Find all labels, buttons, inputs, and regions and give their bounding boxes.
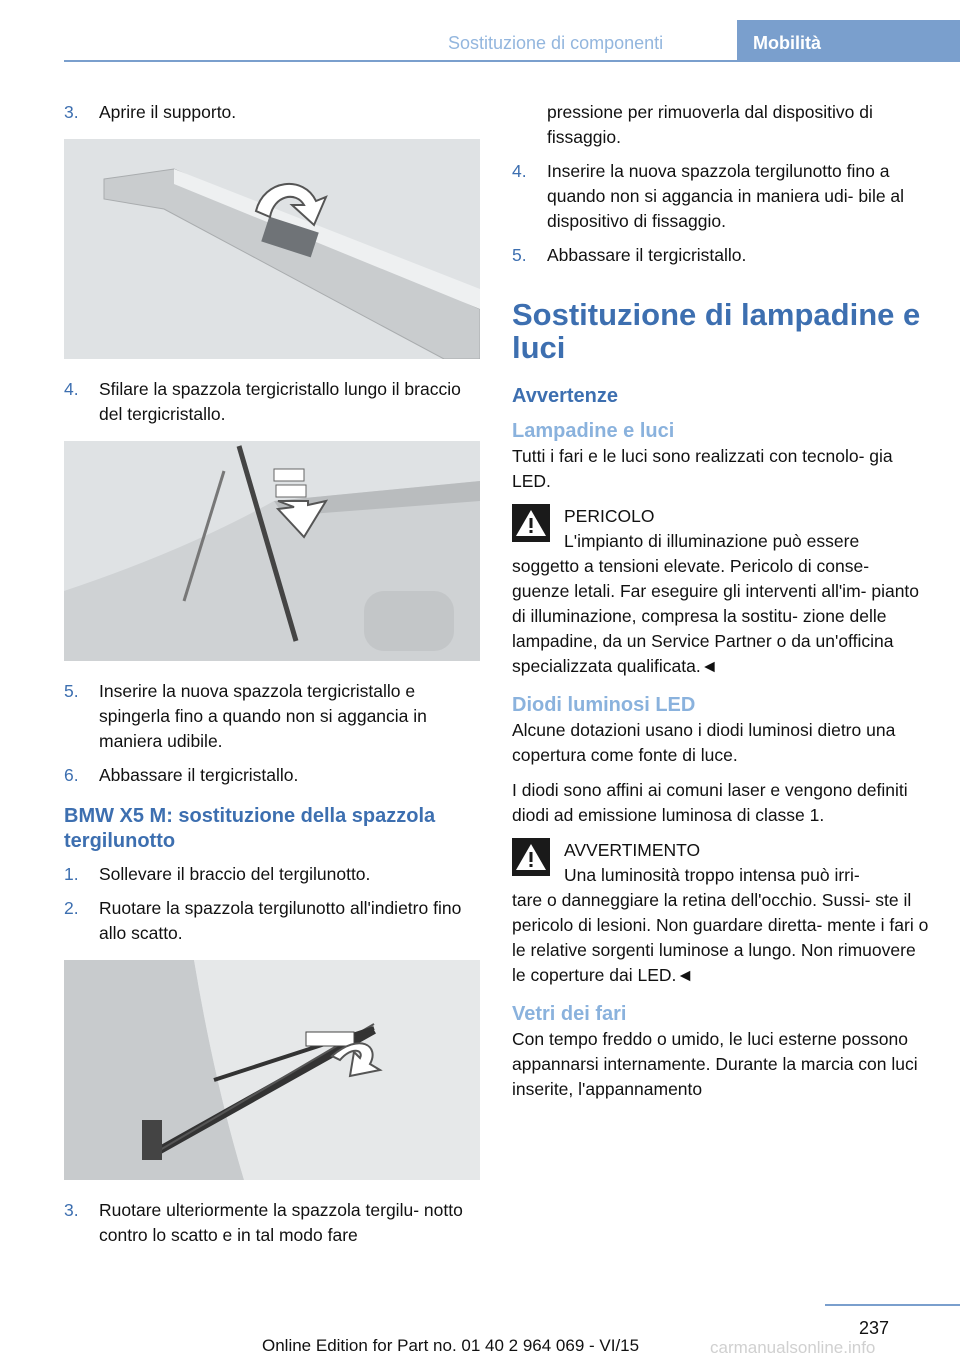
left-column: [64, 100, 482, 1257]
step-text: Inserire la nuova spazzola tergilunotto fino a quando non si aggancia in maniera udi- bile al dispositivo di fissaggio.: [547, 161, 905, 231]
footer-rule: [825, 1304, 960, 1306]
warning-text-first: L'impianto di illuminazione può essere: [564, 531, 860, 551]
warning-text-first: Una luminosità troppo intensa può irri-: [564, 865, 860, 885]
step-text: Sfilare la spazzola tergicristallo lungo il braccio del tergicristallo.: [99, 379, 461, 424]
step-lower-wiper: [64, 763, 482, 788]
step-rotate-further: [64, 1198, 482, 1248]
step-text: Abbassare il tergicristallo.: [99, 765, 299, 785]
step-number: 3.: [64, 102, 79, 122]
figure-rear-wiper: [64, 960, 480, 1180]
paragraph-led: Tutti i fari e le luci sono realizzati con tecnolo- gia LED.: [512, 446, 893, 491]
step-number: 3.: [64, 1200, 79, 1220]
step-text: Inserire la nuova spazzola tergicristallo e spingerla fino a quando non si aggancia in maniera udibile.: [99, 681, 427, 751]
header-section-title: Sostituzione di componenti: [448, 33, 664, 53]
header-rule: [64, 60, 737, 62]
page-number: 237: [859, 1318, 890, 1338]
step-number: 1.: [64, 864, 79, 884]
step-number: 5.: [512, 245, 527, 265]
warning-text-rest: tare o danneggiare la retina dell'occhio. Sussi- ste il pericolo di lesioni. Non guardare diretta- mente i fari o le relative sorgenti luminose a lungo. Non rimuovere le coperture dai LED.◄: [512, 890, 929, 985]
warning-triangle-icon: [512, 504, 550, 542]
header-chapter-tab: [737, 20, 960, 62]
step-insert-blade: [64, 679, 482, 754]
step-number: 5.: [64, 681, 79, 701]
heading-notes: Avvertenze: [512, 385, 618, 407]
paragraph-diodes-2: I diodi sono affini ai comuni laser e vengono definiti diodi ad emissione luminosa di classe 1.: [512, 780, 908, 825]
warning-text: [512, 863, 930, 988]
step-text: Aprire il supporto.: [99, 102, 237, 122]
warning-caution: [512, 838, 930, 988]
warning-title: AVVERTIMENTO: [564, 840, 701, 860]
step-text: Abbassare il tergicristallo.: [547, 245, 747, 265]
step-continuation: pressione per rimuoverla dal dispositivo di fissaggio.: [547, 102, 873, 147]
heading-headlight-glass: Vetri dei fari: [512, 1003, 627, 1025]
warning-text: [512, 529, 930, 679]
header-chapter-label: Mobilità: [753, 33, 821, 53]
warning-triangle-icon: [512, 838, 550, 876]
figure-wiper-support: [64, 139, 480, 359]
heading-rear-wiper: BMW X5 M: sostituzione della spazzola tergilunotto: [64, 805, 436, 852]
step-number: 4.: [512, 161, 527, 181]
paragraph-headlight-glass: Con tempo freddo o umido, le luci esterne possono appannarsi internamente. Durante la marcia con luci inserite, l'appannamento: [512, 1029, 918, 1099]
step-insert-rear-blade: [512, 159, 930, 234]
step-number: 6.: [64, 765, 79, 785]
online-edition-note: Online Edition for Part no. 01 40 2 964 069 - VI/15: [262, 1336, 640, 1355]
heading-bulbs: Sostituzione di lampadine e luci: [512, 297, 921, 365]
heading-bulbs-lights: Lampadine e luci: [512, 420, 675, 442]
step-lift-rear-arm: [64, 862, 482, 887]
right-column: [512, 100, 930, 1112]
step-text: Ruotare la spazzola tergilunotto all'indietro fino allo scatto.: [99, 898, 462, 943]
warning-danger: [512, 504, 930, 679]
watermark: carmanualsonline.info: [710, 1338, 876, 1357]
step-lower-rear-wiper: [512, 243, 930, 268]
step-open-support: [64, 100, 482, 125]
heading-led-diodes: Diodi luminosi LED: [512, 694, 696, 716]
paragraph-diodes-1: Alcune dotazioni usano i diodi luminosi dietro una copertura come fonte di luce.: [512, 720, 896, 765]
warning-title: PERICOLO: [564, 506, 655, 526]
step-number: 2.: [64, 898, 79, 918]
step-text: Sollevare il braccio del tergilunotto.: [99, 864, 371, 884]
step-slide-blade: [64, 377, 482, 427]
step-number: 4.: [64, 379, 79, 399]
step-rotate-rear-blade: [64, 896, 482, 946]
figure-windshield-wiper: [64, 441, 480, 661]
step-text: Ruotare ulteriormente la spazzola tergilu- notto contro lo scatto e in tal modo fare: [99, 1200, 463, 1245]
warning-text-rest: soggetto a tensioni elevate. Pericolo di conse- guenze letali. Far eseguire gli interventi all'im- pianto di illuminazione, compresa la sostitu- zione delle lampadine, da un Service Partner o da un'officina specializzata qualificata.◄: [512, 556, 920, 676]
